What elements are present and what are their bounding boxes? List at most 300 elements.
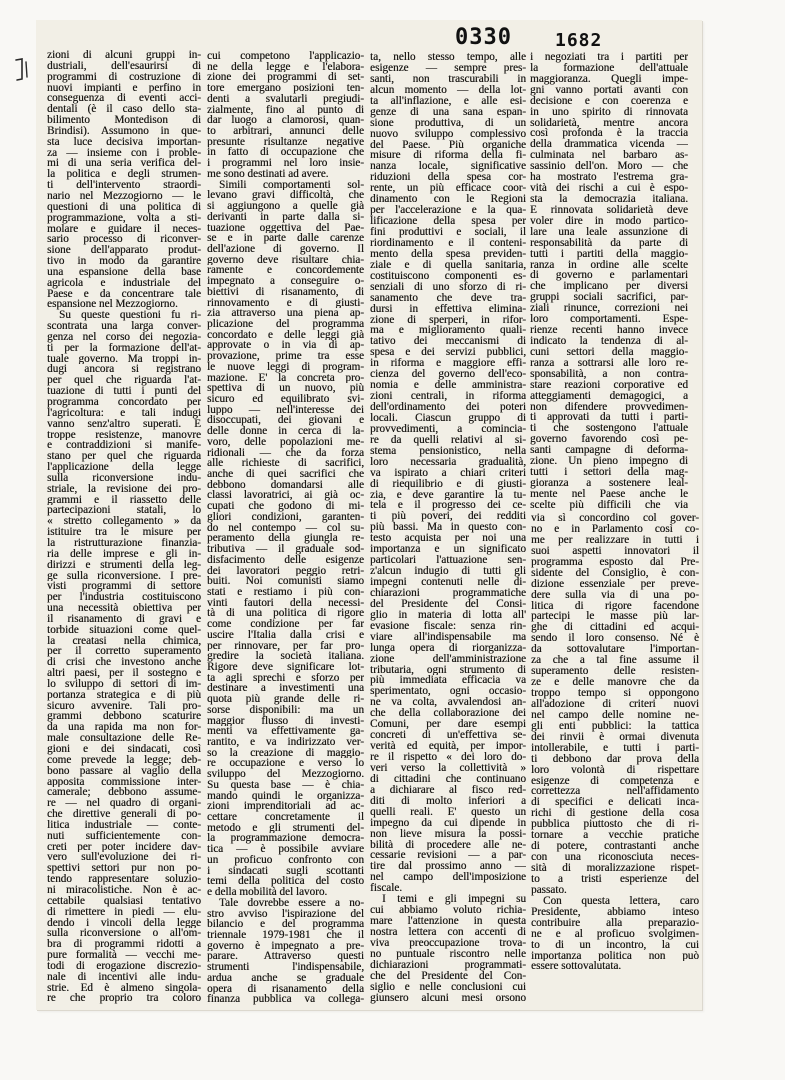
text-line: come condizione per far bbox=[207, 619, 364, 630]
text-line: nuovo sviluppo complessivo bbox=[370, 128, 526, 140]
text-line: espansione nel Mezzogiorno. bbox=[47, 299, 178, 311]
text-line: va ispirato a chiari criteri bbox=[370, 467, 526, 479]
text-line: gruppi sociali sacrifici, par- bbox=[530, 292, 688, 304]
text-line: dichiarazioni programmati- bbox=[370, 959, 526, 971]
paragraph bbox=[370, 894, 526, 1003]
text-line: più bassi. Ma in questo con- bbox=[370, 522, 526, 534]
text-line: i programmi nel loro insie- bbox=[207, 158, 364, 169]
text-line: grammi debbono scaturire bbox=[47, 711, 201, 723]
text-line: con una riconosciuta neces- bbox=[531, 852, 699, 863]
text-line: so la creazione di maggio- bbox=[207, 747, 364, 759]
text-line: gioranza a sostenere leal- bbox=[530, 477, 688, 489]
text-line: cupati che godono di mi- bbox=[207, 501, 364, 512]
text-line: nuovi impianti e perfino in bbox=[47, 82, 201, 94]
text-line: in fatto di occupazione che bbox=[207, 147, 364, 159]
text-line: un proficuo confronto con bbox=[207, 854, 364, 866]
text-line: siglio e nelle conclusioni cui bbox=[370, 981, 526, 993]
text-line: maggior flusso di investi- bbox=[207, 715, 364, 727]
text-line: ziale e di quella sanitaria, bbox=[370, 259, 526, 271]
text-line: ta agli sprechi e sforzo per bbox=[207, 672, 364, 684]
text-line: i negoziati tra i partiti per bbox=[530, 52, 688, 63]
text-line: finanza pubblica va collega- bbox=[207, 994, 364, 1005]
text-line: genza nel corso dei negozia- bbox=[47, 331, 201, 343]
text-line: concordato e delle leggi già bbox=[207, 329, 364, 341]
text-line: molare e guidare il neces- bbox=[47, 223, 201, 235]
text-line: sta la democrazia italiana. bbox=[530, 193, 688, 205]
text-line: impegni contenuti nelle di- bbox=[370, 577, 526, 588]
text-line: zioni imprenditoriali ad ac- bbox=[207, 801, 364, 813]
text-line: tornare a vecchie pratiche bbox=[531, 830, 699, 842]
text-line: sassinio dell'on. Moro — che bbox=[530, 161, 688, 173]
text-line: ti dell'intervento straordi- bbox=[47, 180, 201, 191]
text-line: spesa e dei servizi pubblici, bbox=[370, 347, 526, 359]
text-line: bono passare al vaglio della bbox=[47, 765, 201, 777]
paragraph bbox=[207, 51, 364, 180]
text-line: voler dire in modo partico- bbox=[530, 215, 688, 227]
text-line: responsabilità da parte di bbox=[530, 237, 688, 249]
text-line: la creatasi nella chimica, bbox=[47, 635, 201, 647]
text-line: alcun momento — della lot- bbox=[370, 84, 526, 96]
text-line: verità ed equità, per impor- bbox=[370, 741, 526, 752]
text-line: portanza strategica e di più bbox=[47, 689, 201, 701]
text-column bbox=[370, 52, 526, 1004]
text-line: nomia e delle amministra- bbox=[370, 380, 526, 392]
text-line: superamento delle resisten- bbox=[531, 666, 699, 678]
text-line: do nel contempo — col su- bbox=[207, 522, 364, 534]
text-line: quota più grande delle ri- bbox=[207, 694, 364, 705]
text-line: strumenti l'indispensabile, bbox=[207, 962, 364, 973]
text-line: bilimento Montedison di bbox=[47, 115, 201, 126]
text-line: ti debbono dar prova della bbox=[531, 753, 699, 765]
text-line: una espansione della base bbox=[47, 266, 201, 278]
text-line: approvate o in via di ap- bbox=[207, 340, 364, 352]
text-line: rente, un più efficace coor- bbox=[370, 183, 526, 195]
text-line: lificazione della spesa per bbox=[370, 216, 526, 227]
text-line: gni vanno portati avanti con bbox=[530, 84, 688, 96]
text-line: Simili comportamenti sol- bbox=[219, 179, 364, 191]
text-line: todi di erogazione discrezio- bbox=[47, 960, 201, 972]
text-line: per il corretto superamento bbox=[47, 646, 201, 658]
text-line: locali. Ciascun gruppo di bbox=[370, 412, 526, 424]
text-line: genze di una sana espan- bbox=[370, 106, 526, 118]
text-line: impegnato a conseguire o- bbox=[207, 276, 364, 287]
text-line: l'applicazione della legge bbox=[47, 462, 201, 473]
text-column bbox=[531, 513, 699, 972]
text-line: sperimentato, ogni occasio- bbox=[370, 686, 526, 698]
text-line: ge sulla riconversione. I pre- bbox=[47, 570, 201, 582]
text-line: sanamento che deve tra- bbox=[370, 292, 526, 304]
text-line: to a tristi esperienze del bbox=[531, 873, 699, 885]
text-line: stano per quel che riguarda bbox=[47, 451, 201, 463]
text-line: nel campo dell'imposizione bbox=[370, 872, 526, 884]
text-line: contribuire alla preparazio- bbox=[531, 917, 699, 929]
text-line: me sono destinati ad avere. bbox=[207, 168, 329, 180]
text-line: luppo — nell'interesse dei bbox=[207, 404, 364, 416]
text-line: stro avviso l'ispirazione del bbox=[207, 908, 364, 920]
text-line: cienza del governo dell'eco- bbox=[370, 369, 526, 381]
text-line: governo è impegnato a pre- bbox=[207, 940, 364, 952]
text-line: dirizzi e strumenti della leg- bbox=[47, 559, 201, 571]
text-line: nuti sufficientemente con- bbox=[47, 830, 201, 842]
text-line: plicazione del programma bbox=[207, 318, 364, 330]
text-line: zione di sperperi, in rifor- bbox=[370, 314, 526, 326]
text-line: spettivi settori pur non po- bbox=[47, 863, 201, 875]
text-line: za che a tal fine assume il bbox=[531, 655, 699, 667]
text-line: da sottovalutare l'importan- bbox=[531, 644, 699, 656]
text-line: zioni centrali, in riforma bbox=[370, 391, 526, 402]
text-line: ranza in ordine alle scelte bbox=[530, 259, 688, 271]
text-line: che direttive generali di po- bbox=[47, 809, 201, 820]
text-line: ne della legge e l'elabora- bbox=[207, 61, 364, 73]
text-line: esigenze di competenza e bbox=[531, 775, 699, 787]
text-line: disoccupati, dei giovani e bbox=[207, 415, 364, 427]
text-line: ne va colta, avvalendosi an- bbox=[370, 697, 526, 709]
text-line: più immediata efficacia va bbox=[370, 675, 526, 687]
text-line: quelli reali. E' questo un bbox=[370, 806, 526, 818]
text-line: tutti i settori della mag- bbox=[530, 467, 688, 478]
text-line: tuazione di tutti i punti del bbox=[47, 386, 201, 397]
text-line: si aggiungono a quelle già bbox=[207, 201, 364, 212]
text-line: tica — è possibile avviare bbox=[207, 844, 364, 855]
text-line: solidarietà, mentre ancora bbox=[530, 117, 688, 129]
text-line: all'adozione di criteri nuovi bbox=[531, 698, 699, 710]
text-line: non difendere provvedimen- bbox=[530, 401, 688, 413]
text-line: ridionali — che da forza bbox=[207, 447, 364, 459]
text-line: spettiva di un nuovo, più bbox=[207, 383, 364, 394]
text-line: maggioranza. Quegli impe- bbox=[530, 73, 688, 85]
text-line: diti di molto inferiori a bbox=[370, 795, 526, 807]
text-line: la formazione dell'attuale bbox=[530, 62, 688, 74]
text-line: Tale dovrebbe essere a no- bbox=[219, 897, 364, 909]
text-line: evasione fiscale: senza rin- bbox=[370, 620, 526, 632]
text-line: che implicano per diversi bbox=[530, 281, 688, 293]
text-line: suoi aspetti innovatori il bbox=[531, 545, 699, 557]
text-line: Rigore deve significare lot- bbox=[207, 661, 364, 673]
text-line: viare all'indispensabile ma bbox=[370, 631, 526, 643]
text-line: per rinnovare, per far pro- bbox=[207, 640, 364, 652]
text-line: ardua anche se graduale bbox=[207, 972, 364, 984]
text-line: nale di incentivi alle indu- bbox=[47, 971, 201, 983]
text-line: via sì concordino col gover- bbox=[531, 513, 699, 524]
text-line: to arbitrari, annunci delle bbox=[207, 126, 364, 137]
text-line: delle donne in cerca di la- bbox=[207, 426, 364, 437]
text-line: parare. Attraverso questi bbox=[207, 951, 364, 963]
text-line: sità di moralizzazione rispet- bbox=[531, 863, 699, 874]
text-line: apposita commissione inter- bbox=[47, 776, 201, 788]
text-line: ti approvati da tutti i parti- bbox=[530, 412, 688, 424]
text-line: lare una leale assunzione di bbox=[530, 226, 688, 238]
text-line: levano gravi difficoltà, che bbox=[207, 190, 364, 202]
text-line: dizione essenziale per preve- bbox=[531, 578, 699, 590]
text-line: sorse disponibili: ma un bbox=[207, 704, 364, 716]
text-line: gli enti pubblici: la tattica bbox=[531, 720, 699, 732]
text-line: nostra lettera con accenti di bbox=[370, 927, 526, 938]
text-line: dei rinvii è ormai divenuta bbox=[531, 731, 699, 743]
text-line: re occupazione e verso lo bbox=[207, 758, 364, 770]
text-line: pubblica piuttosto che di ri- bbox=[531, 819, 699, 831]
text-line: nario nel Mezzogiorno — le bbox=[47, 190, 201, 202]
text-line: programma concordato per bbox=[47, 397, 201, 408]
text-line: mento della spesa previden- bbox=[370, 248, 526, 260]
text-line: ramente e concordemente bbox=[207, 265, 364, 277]
paragraph bbox=[370, 52, 526, 894]
text-line: l'agricoltura: e tali indugi bbox=[47, 407, 201, 419]
text-line: gioni e dei sindacati, così bbox=[47, 744, 201, 755]
text-line: tire dal prossimo anno — bbox=[370, 861, 526, 873]
text-line: cettare concretamente il bbox=[207, 812, 364, 823]
text-line: di potere, contrastanti anche bbox=[531, 841, 699, 853]
text-line: non lieve misura la possi- bbox=[370, 828, 526, 840]
text-line: z'alcun indugio di tutti gli bbox=[370, 566, 526, 577]
text-line: disfacimento delle esigenze bbox=[207, 554, 364, 566]
text-line: tributaria, ogni strumento di bbox=[370, 664, 526, 676]
text-line: sidente del Consiglio, è con- bbox=[531, 567, 699, 579]
text-line: per l'accelerazione e la qua- bbox=[370, 205, 526, 217]
text-line: di governo e parlamentari bbox=[530, 270, 688, 282]
text-line: stati e restiamo i più con- bbox=[207, 586, 364, 598]
text-line: to di un incontro, la cui bbox=[531, 939, 699, 951]
text-line: sviluppo del Mezzogiorno. bbox=[207, 769, 364, 780]
text-line: Brindisi). Assumono in que- bbox=[47, 125, 201, 137]
text-line: ranza a sottrarsi alle loro re- bbox=[530, 357, 688, 369]
text-line: provazione, prime tra esse bbox=[207, 351, 364, 362]
text-line: testo acquista per noi una bbox=[370, 533, 526, 545]
text-line: ha mostrato l'estrema gra- bbox=[530, 172, 688, 184]
text-line: uscire l'Italia dalla crisi e bbox=[207, 629, 364, 641]
text-line: giunsero alcuni mesi orsono bbox=[370, 992, 526, 1004]
text-line: partecipi le masse più lar- bbox=[531, 611, 699, 623]
text-line: debbono domandarsi alle bbox=[207, 479, 364, 491]
text-line: sulla riconversione indu- bbox=[47, 472, 201, 484]
paragraph bbox=[531, 896, 699, 973]
text-line: essere sottovalutata. bbox=[531, 961, 622, 973]
text-line: culminata nel barbaro as- bbox=[530, 150, 688, 162]
text-line: buiti. Noi comunisti siamo bbox=[207, 576, 364, 587]
paragraph bbox=[207, 898, 364, 1005]
text-line: ta all'inflazione, e alle esi- bbox=[370, 95, 526, 107]
text-line: cessarie revisioni — a par- bbox=[370, 850, 526, 862]
text-line: programmi di costruzione di bbox=[47, 71, 201, 83]
text-line: dell'azione di governo. Il bbox=[207, 243, 364, 255]
text-line: il risanamento di gravi e bbox=[47, 613, 201, 625]
text-line: dursi in effettiva elimina- bbox=[370, 303, 526, 315]
text-line: la programmazione democra- bbox=[207, 833, 364, 845]
text-line: dere sulla via di una po- bbox=[531, 589, 699, 601]
text-line: programma esposto dal Pre- bbox=[531, 556, 699, 568]
text-line: litica industriale — conte- bbox=[47, 819, 201, 831]
paragraph bbox=[530, 52, 688, 511]
text-line: agricola e industriale del bbox=[47, 277, 201, 289]
text-line: loro volontà di rispettare bbox=[531, 764, 699, 776]
text-line: viva preoccupazione trova- bbox=[370, 937, 526, 949]
archive-page-number: 1682 bbox=[555, 30, 603, 51]
text-line: bilità di procedere alle ne- bbox=[370, 839, 526, 851]
text-line: litica di rigore facendone bbox=[531, 600, 699, 612]
text-line: questioni di una politica di bbox=[47, 201, 201, 213]
text-line: ria delle imprese e gli in- bbox=[47, 548, 201, 560]
text-line: tela e il progresso dei ce- bbox=[370, 500, 526, 512]
text-line: per l'industria costituiscono bbox=[47, 592, 201, 604]
text-line: cui abbiamo voluto richia- bbox=[370, 905, 526, 917]
text-line: tà di una politica di rigore bbox=[207, 608, 364, 620]
text-line: za — insieme con i proble- bbox=[47, 147, 201, 159]
text-line: dell'ordinamento dei poteri bbox=[370, 402, 526, 413]
text-line: re il rispetto « dei loro do- bbox=[370, 752, 526, 763]
text-line: tutti i partiti della maggio- bbox=[530, 248, 688, 260]
text-line: grammi e il riassetto delle bbox=[47, 494, 201, 506]
text-line: di specifici e delicati inca- bbox=[531, 797, 699, 809]
text-line: istituire tra le misure per bbox=[47, 527, 201, 538]
text-line: nanza locale, significative bbox=[370, 161, 526, 173]
text-line: di cittadini che continuano bbox=[370, 773, 526, 785]
text-line: mando quindi le organizza- bbox=[207, 790, 364, 802]
text-line: striale, la revisione dei pro- bbox=[47, 483, 201, 495]
text-line: dei lavoratori peggio retri- bbox=[207, 565, 364, 577]
text-line: visti programmi di settore bbox=[47, 581, 201, 593]
text-line: dustriali, dell'esaurirsi di bbox=[47, 60, 201, 72]
text-line: cui competono l'applicazio- bbox=[207, 51, 364, 62]
text-line: mare l'attenzione in questa bbox=[370, 916, 526, 927]
text-line: veri verso la collettività » bbox=[370, 762, 526, 774]
text-line: zione dei programmi di set- bbox=[207, 72, 364, 84]
text-line: nel campo delle nomine ne- bbox=[531, 709, 699, 721]
text-line: no e in Parlamento così co- bbox=[531, 523, 699, 535]
text-line: dendo i vincoli della legge bbox=[47, 917, 201, 929]
text-line: governo deve risultare chia- bbox=[207, 254, 364, 266]
text-line: menti va effettivamente ga- bbox=[207, 726, 364, 737]
text-line: programmazione, volta a sti- bbox=[47, 212, 201, 224]
text-line: re da quelli relativi al si- bbox=[370, 434, 526, 446]
text-line: mazione. E' la concreta pro- bbox=[207, 372, 364, 384]
text-line: ta, nello stesso tempo, alle bbox=[370, 52, 526, 63]
text-line: re che proprio tra coloro bbox=[47, 993, 201, 1005]
text-line: sario processo di riconver- bbox=[47, 234, 201, 246]
text-line: del Paese. Più organiche bbox=[370, 139, 526, 151]
text-line: no puntuale riscontro nelle bbox=[370, 948, 526, 960]
text-line: così profonda è la traccia bbox=[530, 128, 688, 140]
text-line: fiscale. bbox=[370, 883, 402, 895]
text-column bbox=[207, 51, 364, 1005]
text-line: di rimettere in piedi — elu- bbox=[47, 906, 201, 918]
text-line: dentali (è il caso dello sta- bbox=[47, 104, 201, 116]
text-line: bra di programmi ridotti a bbox=[47, 939, 201, 951]
paragraph bbox=[207, 180, 364, 898]
text-line: da una rapida ma non for- bbox=[47, 722, 201, 734]
text-line: passato. bbox=[531, 884, 567, 896]
text-line: sulla riconversione o all'om- bbox=[47, 928, 201, 940]
text-line: tativo dei meccanismi di bbox=[370, 336, 526, 348]
text-line: tuale governo. Ma troppi in- bbox=[47, 353, 201, 365]
text-line: partecipazioni statali, lo bbox=[47, 505, 201, 517]
text-line: sione produttiva, di un bbox=[370, 117, 526, 129]
text-line: stare reazioni corporative ed bbox=[530, 379, 688, 391]
text-line: I temi e gli impegni su bbox=[382, 894, 526, 906]
text-line: alle richieste di sacrifici, bbox=[207, 458, 364, 470]
text-line: ziali rinunce, correzioni nei bbox=[530, 303, 688, 315]
text-line: sicuro ed equilibrato svi- bbox=[207, 394, 364, 405]
text-line: dinamento con le Regioni bbox=[370, 194, 526, 206]
text-line: se e in parte dalle carenze bbox=[207, 233, 364, 244]
text-line: intollerabile, e tutti i parti- bbox=[531, 742, 699, 754]
archive-stamp-number: 0330 bbox=[455, 25, 512, 50]
text-line: lo sviluppo di settori di im- bbox=[47, 678, 201, 690]
text-line: esigenze — sempre pres- bbox=[370, 62, 526, 74]
text-line: mi di una seria verifica del- bbox=[47, 158, 201, 170]
text-line: zione. Un pieno impegno di bbox=[530, 456, 688, 468]
text-line: per quel che riguarda l'at- bbox=[47, 375, 201, 387]
text-line: la politica e degli strumen- bbox=[47, 169, 201, 181]
text-line: indicato la tendenza di al- bbox=[530, 335, 688, 347]
text-line: rinnovamento e di giusti- bbox=[207, 297, 364, 309]
text-line: di riequilibrio e di giusti- bbox=[370, 478, 526, 490]
text-line: a dichiarare al fisco red- bbox=[370, 784, 526, 796]
text-line: anche di quei sacrifici che bbox=[207, 469, 364, 480]
text-line: sta luce decisiva importan- bbox=[47, 136, 201, 148]
text-line: vinti fautori della necessi- bbox=[207, 597, 364, 609]
text-line: ne e al proficuo svolgimen- bbox=[531, 928, 699, 940]
text-line: del Presidente del Consi- bbox=[370, 598, 526, 610]
paragraph bbox=[47, 50, 201, 310]
text-line: chiarazioni programmatiche bbox=[370, 587, 526, 599]
text-line: temi della politica del costo bbox=[207, 876, 364, 888]
text-line: Paese e da concentrare tale bbox=[47, 288, 201, 300]
text-line: troppo tempo si oppongono bbox=[531, 688, 699, 699]
text-line: senziali di uno sforzo di ri- bbox=[370, 281, 526, 293]
text-line: e contraddizioni si manife- bbox=[47, 440, 201, 452]
text-line: che della collaborazione dei bbox=[370, 708, 526, 720]
text-line: metodo e gli strumenti del- bbox=[207, 822, 364, 834]
text-line: misure di riforma della fi- bbox=[370, 150, 526, 162]
text-line: mente nel Paese anche le bbox=[530, 488, 688, 500]
text-line: sione dell'apparato produt- bbox=[47, 245, 201, 257]
text-line: tendo rappresentare soluzio- bbox=[47, 874, 201, 885]
text-line: decisione e con coerenza e bbox=[530, 95, 688, 107]
text-line: ze e delle manovre che da bbox=[531, 677, 699, 688]
text-line: correttezza nell'affidamento bbox=[531, 786, 699, 798]
text-line: scelte più difficili che via bbox=[530, 499, 688, 511]
text-line: una necessità obiettiva per bbox=[47, 603, 201, 614]
text-line: riduzioni della spesa cor- bbox=[370, 172, 526, 184]
text-line: particolari l'attuazione sen- bbox=[370, 555, 526, 567]
text-line: denti a svalutarli pregiudi- bbox=[207, 93, 364, 105]
text-line: male consultazione delle Re- bbox=[47, 733, 201, 744]
text-line: ma e miglioramento quali- bbox=[370, 325, 526, 337]
text-line: re — nel quadro di organi- bbox=[47, 798, 201, 810]
text-column bbox=[530, 52, 688, 511]
text-line: gredire la società italiana. bbox=[207, 651, 364, 662]
text-line: ti più poveri, dei redditi bbox=[370, 511, 526, 523]
text-line: torbide situazioni come quel- bbox=[47, 624, 201, 636]
text-line: voro, delle popolazioni me- bbox=[207, 436, 364, 448]
text-line: le nuove leggi di program- bbox=[207, 361, 364, 373]
text-line: stema pensionistico, nella bbox=[370, 445, 526, 457]
text-line: dugi ancora si registrano bbox=[47, 364, 201, 376]
text-line: costituiscono componenti es- bbox=[370, 270, 526, 282]
text-line: vanno senz'altro superati. E bbox=[47, 418, 201, 430]
text-line: provvedimenti, a comincia- bbox=[370, 423, 526, 435]
text-line: ti che sostengono l'attuale bbox=[530, 423, 688, 435]
text-line: Con questa lettera, caro bbox=[543, 895, 699, 907]
text-line: scontrata una larga conver- bbox=[47, 321, 201, 332]
text-line: derivanti in parte dalla si- bbox=[207, 211, 364, 223]
text-line: glio in materia di lotta all' bbox=[370, 609, 526, 621]
paragraph bbox=[47, 310, 201, 1004]
text-line: altri paesi, per il sostegno e bbox=[47, 668, 201, 679]
text-line: destinare a investimenti una bbox=[207, 683, 364, 695]
text-line: rienze recenti hanno invece bbox=[530, 325, 688, 336]
text-line: in riforma e maggiore effi- bbox=[370, 358, 526, 370]
text-line: creti per poter incidere dav- bbox=[47, 841, 201, 853]
